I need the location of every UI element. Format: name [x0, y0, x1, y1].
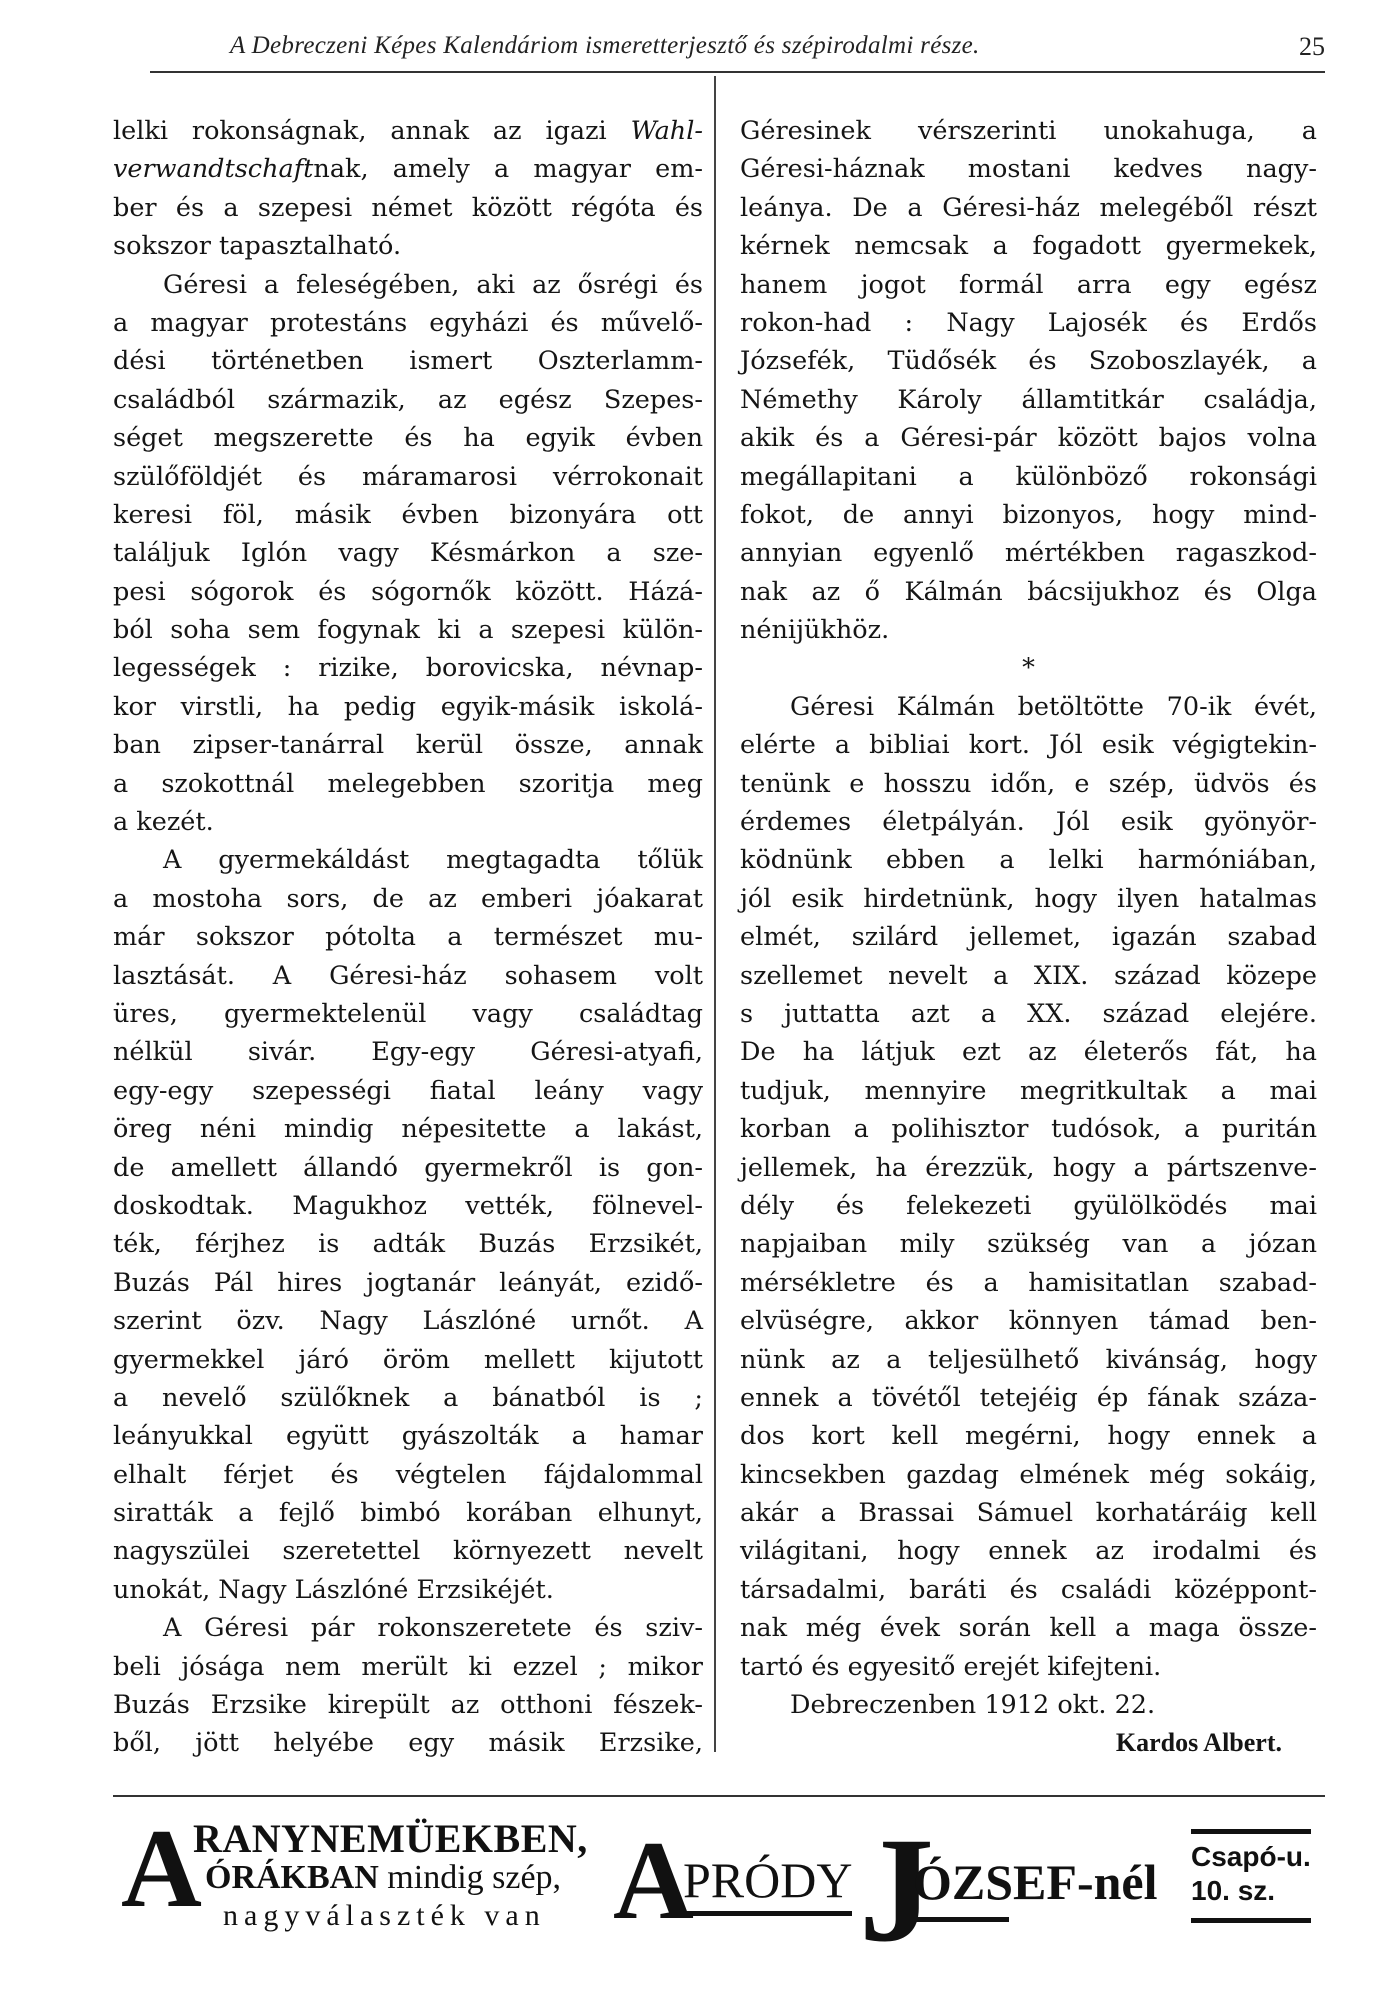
text-line: Géresinek vérszerinti unokahuga, a: [740, 116, 1317, 146]
text-line: nélkül sivár. Egy-egy Géresi-atyafi,: [113, 1037, 703, 1068]
text-line: Buzás Pál hires jogtanár leányát, ezidő-: [113, 1267, 703, 1298]
text-line: jól esik hirdetnünk, hogy ilyen hatalmas: [740, 883, 1317, 914]
text-line: pesi sógorok és sógornők között. Házá-: [113, 576, 703, 607]
text-line: mérsékletre és a hamisitatlan szabad-: [740, 1267, 1317, 1298]
text-line: gyermekkel járó öröm mellett kijutott: [113, 1344, 703, 1375]
ad2-jozsef: ÓZSEF-nél: [913, 1854, 1158, 1910]
text-line: nak még évek során kell a maga össze-: [740, 1613, 1317, 1644]
text-line: találjuk Iglón vagy Késmárkon a sze-: [113, 538, 703, 569]
text-line: ték, férjhez is adták Buzás Erzsikét,: [113, 1229, 703, 1260]
header-title: A Debreczeni Képes Kalendáriom ismeretterjesztő és szépirodalmi része.: [230, 32, 980, 59]
ad-address: [1191, 1829, 1311, 1923]
text-line: de amellett állandó gyermekről is gon-: [113, 1152, 703, 1183]
text-line: kérnek nemcsak a fogadott gyermekek,: [740, 231, 1317, 262]
text-line: elhalt férjet és végtelen fájdalommal: [113, 1459, 703, 1490]
text-line: tartó és egyesitő erejét kifejteni.: [740, 1651, 1162, 1682]
text-line: üres, gyermektelenül vagy családtag: [113, 998, 703, 1029]
text-line: Némethy Károly államtitkár családja,: [740, 384, 1317, 415]
text-line: ból soha sem fogynak ki a szepesi külön-: [113, 615, 703, 646]
text-line: Buzás Erzsike kirepült az otthoni fészek-: [113, 1690, 703, 1721]
text-line: elérte a bibliai kort. Jól esik végigtekin-: [740, 730, 1317, 761]
italic-text: Wahl-: [630, 116, 703, 146]
text-line: hanem jogot formál arra egy egész: [740, 269, 1317, 300]
text-line: a kezét.: [113, 807, 214, 838]
text-line: szerint özv. Nagy Lászlóné urnőt. A: [113, 1306, 703, 1337]
ad1-line1: RANYNEMÜEKBEN,: [193, 1816, 588, 1861]
text-line: nünk az a teljesülhető kivánság, hogy: [740, 1344, 1317, 1375]
ad-address-number: 10. sz.: [1191, 1875, 1276, 1906]
text-line: a nevelő szülőknek a bánatból is ;: [113, 1382, 703, 1413]
text-line: séget megszerette és ha egyik évben: [113, 423, 703, 454]
section-separator: *: [1022, 653, 1035, 684]
ad2-underline: [913, 1917, 1009, 1922]
text-line: a mostoha sors, de az emberi jóakarat: [113, 883, 703, 914]
ad-address-street: Csapó-u.: [1191, 1841, 1311, 1872]
text-line: ennek a tövétől tetejéig ép fának száza-: [740, 1382, 1317, 1413]
text-line: világitani, hogy ennek az irodalmi és: [740, 1536, 1317, 1567]
text-line: verwandtschaftnak, amely a magyar em-: [113, 154, 703, 185]
text-line: keresi föl, másik évben bizonyára ott: [113, 499, 703, 530]
text-line: nagyszülei szeretettel környezett nevelt: [113, 1536, 703, 1567]
text-line: beli jósága nem merült ki ezzel ; mikor: [113, 1651, 703, 1682]
text-line: jellemek, ha érezzük, hogy a pártszenve-: [740, 1152, 1317, 1183]
text-line: annyian egyenlő mértékben ragaszkod-: [740, 538, 1317, 569]
text-line: korban a polihisztor tudósok, a puritán: [740, 1114, 1317, 1145]
advertisement: [113, 1807, 1325, 1995]
text-line: rokon-had : Nagy Lajosék és Erdős: [740, 307, 1317, 338]
text-line: Géresi-háznak mostani kedves nagy-: [740, 154, 1317, 185]
page-number: 25: [1299, 32, 1325, 61]
text-line: öreg néni mindig népesitette a lakást,: [113, 1114, 703, 1145]
text-line: sokszor tapasztalható.: [113, 231, 402, 262]
text-line: Géresi a feleségében, aki az ősrégi és: [163, 269, 703, 300]
text-line: tenünk e hosszu időn, e szép, üdvös és: [740, 768, 1317, 799]
text-line: Debreczenben 1912 okt. 22.: [790, 1690, 1156, 1721]
text-line: ködnünk ebben a lelki harmóniában,: [740, 845, 1317, 876]
text-line: A Géresi pár rokonszeretete és sziv-: [163, 1613, 703, 1644]
text-line: A gyermekáldást megtagadta tőlük: [163, 845, 703, 876]
ad1-initial: A: [121, 1807, 202, 1931]
ad1-line2: [205, 1859, 561, 1897]
text-line: megállapitani a különböző rokonsági: [740, 461, 1317, 492]
text-line: szellemet nevelt a XIX. század közepe: [740, 960, 1317, 991]
ad2-j-initial: J: [859, 1807, 934, 1973]
text-line: kincsekben gazdag elmének még sokáig,: [740, 1459, 1317, 1490]
text-line: unokát, Nagy Lászlóné Erzsikéjét.: [113, 1574, 554, 1605]
text-line: fokot, de annyi bizonyos, hogy mind-: [740, 499, 1317, 530]
text-line: a szokottnál melegebben szoritja meg: [113, 768, 703, 799]
text-line: De ha látjuk ezt az életerős fát, ha: [740, 1037, 1317, 1068]
text-line: érdemes életpályán. Jól esik gyönyör-: [740, 807, 1317, 838]
text-line: dély és felekezeti gyülölködés mai: [740, 1190, 1317, 1221]
column-divider: [714, 76, 716, 1752]
text-line: legességek : rizike, borovicska, névnap-: [113, 653, 703, 684]
text-line: nak az ő Kálmán bácsijukhoz és Olga: [740, 576, 1317, 607]
ad1-line2-bold: ÓRÁKBAN: [205, 1859, 379, 1896]
text-line: ből, jött helyébe egy másik Erzsike,: [113, 1728, 703, 1759]
ad2-name: PRÓDY: [683, 1851, 852, 1916]
text-line: napjaiban mily szükség van a józan: [740, 1229, 1317, 1260]
text-line: dési történetben ismert Oszterlamm-: [113, 346, 703, 377]
text-line: lelki rokonságnak, annak az igazi Wahl-: [113, 116, 703, 146]
text-line: tudjuk, mennyire megritkultak a mai: [740, 1075, 1317, 1106]
header-rule: [150, 71, 1325, 73]
footer-rule: [113, 1795, 1325, 1797]
text-line: Géresi Kálmán betöltötte 70-ik évét,: [790, 691, 1317, 722]
text-line: elvüségre, akkor könnyen támad ben-: [740, 1306, 1317, 1337]
text-line: akik és a Géresi-pár között bajos volna: [740, 423, 1317, 454]
text-line: dos kort kell megérni, hogy ennek a: [740, 1421, 1317, 1452]
text-line: siratták a fejlő bimbó korában elhunyt,: [113, 1498, 703, 1529]
text-line: ber és a szepesi német között régóta és: [113, 192, 703, 223]
text-line: leányukkal együtt gyászolták a hamar: [113, 1421, 703, 1452]
text-line: már sokszor pótolta a természet mu-: [113, 922, 703, 953]
ad1-line3: nagyválaszték van: [223, 1899, 546, 1932]
text-line: kor virstli, ha pedig egyik-másik iskolá-: [113, 691, 703, 722]
text-line: lasztását. A Géresi-ház sohasem volt: [113, 960, 703, 991]
text-line: s juttatta azt a XX. század elejére.: [740, 998, 1317, 1029]
running-header: [150, 24, 1325, 64]
italic-text: verwandtschaft: [113, 154, 314, 185]
text-line: ban zipser-tanárral kerül össze, annak: [113, 730, 703, 761]
ad1-line2-rest: mindig szép,: [378, 1859, 562, 1896]
text-line: szülőföldjét és máramarosi vérrokonait: [113, 461, 703, 492]
text-line: nénijükhöz.: [740, 615, 890, 646]
text-line: társadalmi, baráti és családi középpont-: [740, 1574, 1317, 1605]
text-line: egy-egy szepességi fiatal leány vagy: [113, 1075, 703, 1106]
ad2-initial: A: [613, 1819, 694, 1943]
right-column: [740, 112, 1317, 1763]
text-line: akár a Brassai Sámuel korhatáráig kell: [740, 1498, 1317, 1529]
text-line: családból származik, az egész Szepes-: [113, 384, 703, 415]
left-column: [113, 112, 703, 1763]
text-line: leánya. De a Géresi-ház melegéből részt: [740, 192, 1317, 223]
signature: Kardos Albert.: [1115, 1728, 1282, 1758]
text-line: doskodtak. Magukhoz vették, fölnevel-: [113, 1190, 703, 1221]
text-line: Józsefék, Tüdősék és Szoboszlayék, a: [740, 346, 1317, 377]
text-line: a magyar protestáns egyházi és művelő-: [113, 307, 703, 338]
text-line: elmét, szilárd jellemet, igazán szabad: [740, 922, 1317, 953]
